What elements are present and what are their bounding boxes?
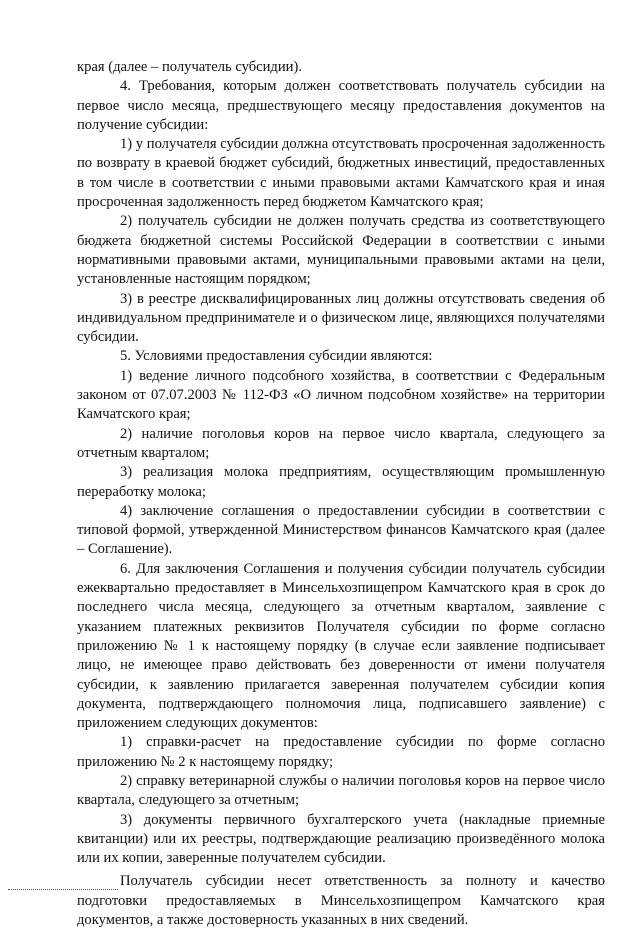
document-page [77,58,605,930]
paragraph-6-item-1: 1) справки-расчет на предоставление субсидии по форме согласно приложению № 2 к настоящему порядку; [77,734,605,770]
paragraph-4-item-3: 3) в реестре дисквалифицированных лиц должны отсутствовать сведения об индивидуальном предпринимателе и о физическом лице, являющихся получателями субсидии. [77,290,605,346]
paragraph-4-item-1: 1) у получателя субсидии должна отсутствовать просроченная задолженность по возврату в краевой бюджет субсидий, бюджетных инвестиций, предоставленных в том числе в соответствии с иными правовыми актами Камчатского края и иная просроченная задолженность перед бюджетом Камчатского края; [77,136,605,211]
paragraph-6-item-2: 2) справку ветеринарной службы о наличии поголовья коров на первое число квартала, следующего за отчетным; [77,772,605,809]
paragraph-6-item-3: 3) документы первичного бухгалтерского учета (накладные приемные квитанции) или их реестры, подтверждающие реализацию произведённого молока или их копии, заверенные получателем субсидии. [77,811,605,867]
paragraph-5-item-4: 4) заключение соглашения о предоставлении субсидии в соответствии с типовой формой, утвержденной Министерством финансов Камчатского края (далее – Соглашение). [77,502,605,558]
paragraph-5-item-1: 1) ведение личного подсобного хозяйства, в соответствии с Федеральным законом от 07.07.2003 № 112-ФЗ «О личном подсобном хозяйстве» на территории Камчатского края; [77,367,605,423]
paragraph-section-5: 5. Условиями предоставления субсидии являются: [120,348,433,365]
paragraph-section-6: 6. Для заключения Соглашения и получения субсидии получатель субсидии ежеквартально предоставляет в Минсельхозпищепром Камчатского края в срок до последнего числа месяца, следующего за отчетным кварталом, заявление с указанием платежных реквизитов Получателя субсидии по форме согласно приложению № 1 к настоящему порядку (в случае если заявление подписывает лицо, не имеющее право действовать без доверенности от имени получателя субсидии, к заявлению прилагается заверенная получателем субсидии копия документа, подтверждающего полномочия лица, подписавшего заявление) с приложением следующих документов: [77,560,605,732]
paragraph-continuation: края (далее – получатель субсидии). [77,59,302,75]
paragraph-responsibility: Получатель субсидии несет ответственность за полноту и качество подготовки предоставляемых в Минсельхозпищепром Камчатского края документов, а также достоверность указанных в них сведений. [77,873,605,929]
paragraph-section-4: 4. Требования, которым должен соответствовать получатель субсидии на первое число месяца, предшествующего месяцу предоставления документов на получение субсидии: [77,78,605,133]
footer-dotted-line [8,889,118,890]
paragraph-5-item-2: 2) наличие поголовья коров на первое число квартала, следующего за отчетным кварталом; [77,425,605,461]
paragraph-4-item-2: 2) получатель субсидии не должен получать средства из соответствующего бюджета бюджетной системы Российской Федерации в соответствии с иными нормативными правовыми актами, муниципальными правовыми актами на цели, установленные настоящим порядком; [77,213,605,288]
paragraph-5-item-3: 3) реализация молока предприятиям, осуществляющим промышленную переработку молока; [77,464,605,500]
